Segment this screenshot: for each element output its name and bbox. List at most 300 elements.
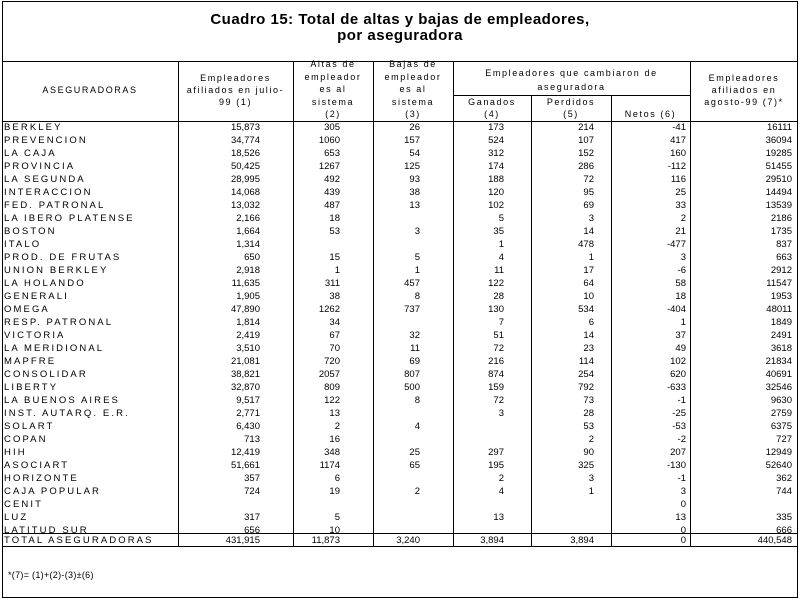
table-row: [2, 381, 798, 394]
cell-insurer-name: ITALO: [4, 239, 42, 250]
cell-altas: 70: [329, 343, 340, 354]
cell-bajas: 2: [414, 486, 420, 497]
cell-netos: 620: [670, 369, 686, 380]
cell-insurer-name: LIBERTY: [4, 382, 59, 393]
header-col2-line: (2): [325, 109, 341, 119]
cell-afiliados-agosto: 32546: [765, 382, 792, 393]
cell-netos: 0: [680, 499, 686, 510]
cell-afiliados-agosto: 335: [776, 512, 792, 523]
cell-perdidos: 69: [583, 200, 594, 211]
cell-afiliados-agosto: 744: [776, 486, 792, 497]
cell-afiliados-julio: 1,905: [236, 291, 260, 302]
table-row: [2, 316, 798, 329]
header-col1-line: Empleadores: [200, 73, 271, 83]
header-col7-line: agosto-99 (7)*: [704, 97, 784, 107]
header-col7: [690, 72, 798, 108]
cell-ganados: 159: [488, 382, 504, 393]
table-row: [2, 485, 798, 498]
title-line-1: Cuadro 15: Total de altas y bajas de empleadores,: [210, 11, 590, 28]
header-col3-line: Bajas de: [389, 59, 437, 69]
cell-perdidos: 534: [578, 304, 594, 315]
table-row: [2, 173, 798, 186]
cell-perdidos: 107: [578, 135, 594, 146]
table-row: [2, 199, 798, 212]
header-col2-line: Altas de: [310, 59, 356, 69]
cell-bajas: 8: [414, 291, 420, 302]
header-col3-line: empleador: [384, 71, 442, 82]
cell-afiliados-julio: 32,870: [230, 382, 260, 393]
cell-afiliados-agosto: 2759: [770, 408, 792, 419]
cell-netos: -1: [677, 395, 686, 406]
cell-perdidos: 10: [583, 291, 594, 302]
cell-altas: 38: [329, 291, 340, 302]
cell-insurer-name: LA CAJA: [4, 148, 57, 159]
cell-altas: 5: [334, 512, 340, 523]
cell-netos: 2: [680, 213, 686, 224]
cell-ganados: 188: [488, 174, 504, 185]
cell-ganados: 216: [488, 356, 504, 367]
table-row: [2, 121, 798, 134]
cell-insurer-name: HIH: [4, 447, 27, 458]
cell-bajas: 1: [414, 265, 420, 276]
cell-perdidos: 325: [578, 460, 594, 471]
cell-perdidos: 6: [588, 317, 594, 328]
cell-altas: 122: [324, 395, 340, 406]
cell-perdidos: 478: [578, 239, 594, 250]
cell-afiliados-julio: 13,032: [230, 200, 260, 211]
cell-ganados: 51: [493, 330, 504, 341]
cell-altas: 53: [329, 226, 340, 237]
cell-perdidos: 72: [583, 174, 594, 185]
cell-bajas: 65: [409, 460, 420, 471]
header-col1-line: 99 (1): [218, 97, 253, 107]
cell-insurer-name: CAJA POPULAR: [4, 486, 102, 497]
cell-netos: -112: [667, 161, 686, 172]
cell-bajas: 457: [404, 278, 420, 289]
cell-insurer-name: PROD. DE FRUTAS: [4, 252, 122, 263]
total-perdidos: 3,894: [570, 535, 594, 546]
cell-perdidos: 53: [583, 421, 594, 432]
header-group-line: Empleadores que cambiaron de: [485, 68, 658, 78]
cell-perdidos: 1: [588, 252, 594, 263]
cell-bajas: 807: [404, 369, 420, 380]
cell-insurer-name: BERKLEY: [4, 122, 63, 133]
cell-altas: 18: [329, 213, 340, 224]
total-netos: 0: [680, 535, 686, 546]
header-group: [453, 66, 690, 94]
table-row: [2, 212, 798, 225]
cell-afiliados-julio: 11,635: [231, 278, 260, 289]
cell-altas: 720: [324, 356, 340, 367]
header-perdidos: [531, 96, 611, 120]
cell-afiliados-agosto: 40691: [765, 369, 792, 380]
cell-afiliados-agosto: 16111: [766, 122, 792, 133]
cell-ganados: 130: [488, 304, 504, 315]
cell-bajas: 54: [409, 148, 420, 159]
table-row: [2, 459, 798, 472]
cell-insurer-name: CONSOLIDAR: [4, 369, 88, 380]
cell-afiliados-julio: 650: [244, 252, 260, 263]
cell-insurer-name: ASOCIART: [4, 460, 70, 471]
total-altas: 11,873: [311, 535, 340, 546]
cell-netos: -130: [666, 460, 686, 471]
cell-afiliados-agosto: 1735: [770, 226, 792, 237]
cell-afiliados-julio: 15,873: [230, 122, 260, 133]
cell-bajas: 5: [414, 252, 420, 263]
cell-afiliados-julio: 656: [244, 525, 260, 536]
cell-netos: -477: [666, 239, 686, 250]
cell-ganados: 174: [488, 161, 504, 172]
cell-afiliados-julio: 51,661: [230, 460, 260, 471]
cell-netos: 49: [675, 343, 686, 354]
cell-ganados: 11: [494, 265, 504, 276]
header-col3-line: es al: [399, 84, 427, 94]
cell-altas: 1060: [318, 135, 340, 146]
cell-bajas: 93: [409, 174, 420, 185]
cell-afiliados-agosto: 837: [776, 239, 792, 250]
cell-afiliados-julio: 2,771: [236, 408, 260, 419]
cell-afiliados-agosto: 19285: [765, 148, 792, 159]
header-perdidos-line: Perdidos: [546, 97, 596, 107]
cell-altas: 2: [334, 421, 340, 432]
cell-bajas: 38: [409, 187, 420, 198]
cell-netos: 13: [675, 512, 686, 523]
cell-bajas: 737: [404, 304, 420, 315]
cell-altas: 1174: [319, 460, 340, 471]
cell-ganados: 5: [498, 213, 504, 224]
cell-netos: -2: [677, 434, 686, 445]
table-row: [2, 355, 798, 368]
cell-altas: 809: [324, 382, 340, 393]
cell-afiliados-agosto: 3618: [770, 343, 792, 354]
table-row: [2, 277, 798, 290]
cell-ganados: 195: [488, 460, 504, 471]
header-col2: [293, 58, 373, 121]
cell-perdidos: 286: [578, 161, 594, 172]
cell-ganados: 120: [488, 187, 504, 198]
cell-afiliados-agosto: 52640: [765, 460, 792, 471]
cell-afiliados-julio: 3,510: [236, 343, 260, 354]
cell-ganados: 4: [498, 486, 504, 497]
total-ganados: 3,894: [480, 535, 504, 546]
table-row: [2, 446, 798, 459]
cell-insurer-name: LA SEGUNDA: [4, 174, 86, 185]
table-row: [2, 238, 798, 251]
header-col2-line: es al: [319, 84, 347, 94]
cell-insurer-name: COPAN: [4, 434, 48, 445]
header-perdidos-line: (5): [563, 109, 579, 119]
cell-perdidos: 114: [578, 356, 594, 367]
cell-netos: 21: [675, 226, 686, 237]
cell-afiliados-julio: 2,166: [236, 213, 260, 224]
cell-afiliados-agosto: 1849: [770, 317, 792, 328]
cell-netos: 33: [675, 200, 686, 211]
cell-netos: -25: [672, 408, 686, 419]
cell-netos: 3: [680, 486, 686, 497]
cell-bajas: 13: [409, 200, 420, 211]
table-row: [2, 264, 798, 277]
cell-perdidos: 95: [583, 187, 594, 198]
header-ganados-line: (4): [484, 109, 500, 119]
cell-netos: 1: [680, 317, 686, 328]
cell-bajas: 500: [404, 382, 420, 393]
cell-bajas: 26: [409, 122, 420, 133]
header-ganados: [453, 96, 531, 120]
cell-insurer-name: VICTORIA: [4, 330, 66, 341]
cell-altas: 2057: [318, 369, 340, 380]
cell-insurer-name: HORIZONTE: [4, 473, 79, 484]
cell-altas: 16: [329, 434, 340, 445]
cell-perdidos: 792: [578, 382, 594, 393]
cell-insurer-name: LUZ: [4, 512, 29, 523]
cell-netos: -633: [666, 382, 686, 393]
table-row: [2, 420, 798, 433]
cell-ganados: 72: [493, 343, 504, 354]
cell-afiliados-julio: 1,814: [236, 317, 260, 328]
table-row: [2, 511, 798, 524]
cell-netos: 18: [675, 291, 686, 302]
footnote: *(7)= (1)+(2)-(3)±(6): [8, 570, 94, 580]
table-row: [2, 472, 798, 485]
cell-afiliados-julio: 317: [244, 512, 260, 523]
cell-bajas: 4: [414, 421, 420, 432]
cell-afiliados-julio: 1,664: [236, 226, 260, 237]
cell-afiliados-agosto: 2912: [770, 265, 792, 276]
header-col7-line: Empleadores: [708, 73, 780, 83]
cell-afiliados-agosto: 362: [776, 473, 792, 484]
cell-afiliados-julio: 6,430: [236, 421, 260, 432]
cell-insurer-name: BOSTON: [4, 226, 57, 237]
table-row: [2, 134, 798, 147]
cell-insurer-name: INTERACCION: [4, 187, 93, 198]
cell-ganados: 3: [498, 408, 504, 419]
cell-netos: -404: [666, 304, 686, 315]
cell-perdidos: 2: [588, 434, 594, 445]
total-insurer-name: TOTAL ASEGURADORAS: [4, 535, 154, 546]
cell-ganados: 35: [493, 226, 504, 237]
cell-altas: 19: [329, 486, 340, 497]
cell-afiliados-agosto: 48011: [766, 304, 792, 315]
cell-perdidos: 1: [588, 486, 594, 497]
cell-afiliados-julio: 724: [244, 486, 260, 497]
title-line-2: por aseguradora: [337, 27, 463, 44]
table-row: [2, 290, 798, 303]
table-row: [2, 329, 798, 342]
table-row: [2, 225, 798, 238]
cell-perdidos: 28: [583, 408, 594, 419]
cell-afiliados-julio: 14,068: [230, 187, 260, 198]
cell-afiliados-agosto: 13539: [765, 200, 792, 211]
cell-insurer-name: CENIT: [4, 499, 43, 510]
header-col7-line: afiliados en: [711, 85, 777, 95]
cell-insurer-name: LA HOLANDO: [4, 278, 86, 289]
cell-altas: 487: [324, 200, 340, 211]
cell-ganados: 297: [488, 447, 504, 458]
cell-netos: 116: [670, 174, 686, 185]
table-row: [2, 251, 798, 264]
header-col2-line: empleador: [304, 71, 362, 82]
cell-altas: 348: [324, 447, 340, 458]
cell-netos: 207: [670, 447, 686, 458]
cell-altas: 492: [324, 174, 340, 185]
cell-afiliados-julio: 28,995: [230, 174, 260, 185]
cell-insurer-name: GENERALI: [4, 291, 69, 302]
cell-perdidos: 23: [583, 343, 594, 354]
cell-ganados: 1: [498, 239, 504, 250]
cell-afiliados-julio: 1,314: [236, 239, 260, 250]
header-col2-line: sistema: [311, 96, 355, 107]
cell-insurer-name: LA BUENOS AIRES: [4, 395, 120, 406]
cell-netos: -53: [672, 421, 686, 432]
table-row: [2, 368, 798, 381]
cell-afiliados-julio: 357: [244, 473, 260, 484]
header-aseguradoras: ASEGURADORAS: [42, 85, 138, 95]
header-col3: [373, 58, 453, 121]
cell-ganados: 524: [488, 135, 504, 146]
cell-altas: 6: [334, 473, 340, 484]
header-group-line: aseguradora: [537, 82, 606, 92]
cell-perdidos: 14: [583, 226, 594, 237]
cell-insurer-name: OMEGA: [4, 304, 50, 315]
cell-perdidos: 3: [588, 213, 594, 224]
header-ganados-line: Ganados: [468, 97, 516, 107]
cell-altas: 653: [324, 148, 340, 159]
cell-insurer-name: LA IBERO PLATENSE: [4, 213, 135, 224]
cell-afiliados-agosto: 727: [776, 434, 792, 445]
table-row: [2, 342, 798, 355]
total-afiliados-julio: 431,915: [225, 535, 260, 546]
cell-altas: 15: [329, 252, 340, 263]
cell-afiliados-agosto: 14494: [765, 187, 792, 198]
cell-netos: 417: [670, 135, 686, 146]
cell-insurer-name: UNION BERKLEY: [4, 265, 109, 276]
cell-netos: 160: [670, 148, 686, 159]
cell-altas: 1267: [318, 161, 340, 172]
cell-ganados: 13: [493, 512, 504, 523]
cell-altas: 10: [329, 525, 340, 536]
cell-perdidos: 254: [578, 369, 594, 380]
table-row: [2, 407, 798, 420]
cell-bajas: 25: [409, 447, 420, 458]
cell-ganados: 122: [488, 278, 504, 289]
cell-altas: 311: [324, 278, 340, 289]
cell-ganados: 7: [498, 317, 504, 328]
cell-bajas: 125: [404, 161, 420, 172]
cell-perdidos: 64: [583, 278, 594, 289]
total-bajas: 3,240: [396, 535, 420, 546]
cell-perdidos: 3: [588, 473, 594, 484]
table-row: [2, 147, 798, 160]
cell-bajas: 157: [404, 135, 420, 146]
cell-afiliados-agosto: 51455: [765, 161, 792, 172]
cell-afiliados-julio: 2,918: [236, 265, 260, 276]
cell-netos: -6: [677, 265, 686, 276]
cell-perdidos: 152: [578, 148, 594, 159]
cell-netos: -1: [677, 473, 686, 484]
cell-afiliados-agosto: 9630: [770, 395, 792, 406]
cell-altas: 1: [334, 265, 340, 276]
table-row: [2, 186, 798, 199]
cell-afiliados-agosto: 2491: [770, 330, 792, 341]
cell-netos: 58: [675, 278, 686, 289]
cell-afiliados-agosto: 6375: [770, 421, 792, 432]
cell-altas: 305: [324, 122, 340, 133]
cell-insurer-name: LA MERIDIONAL: [4, 343, 105, 354]
cell-altas: 1262: [318, 304, 340, 315]
total-row: [2, 534, 798, 547]
total-afiliados-agosto: 440,548: [757, 535, 792, 546]
cell-ganados: 312: [488, 148, 504, 159]
cell-insurer-name: FED. PATRONAL: [4, 200, 106, 211]
table-row: [2, 394, 798, 407]
table-row: [2, 498, 798, 511]
cell-afiliados-agosto: 36094: [765, 135, 792, 146]
cell-afiliados-agosto: 666: [776, 525, 792, 536]
cell-insurer-name: RESP. PATRONAL: [4, 317, 114, 328]
cell-altas: 439: [324, 187, 340, 198]
cell-bajas: 69: [409, 356, 420, 367]
cell-afiliados-julio: 21,081: [230, 356, 260, 367]
cell-insurer-name: SOLART: [4, 421, 55, 432]
cell-afiliados-julio: 2,419: [236, 330, 260, 341]
cell-netos: -41: [672, 122, 686, 133]
page-title: [0, 12, 800, 44]
header-col3-line: sistema: [391, 96, 435, 107]
cell-insurer-name: MAPFRE: [4, 356, 57, 367]
cell-perdidos: 90: [583, 447, 594, 458]
cell-ganados: 173: [488, 122, 504, 133]
cell-afiliados-agosto: 1953: [770, 291, 792, 302]
cell-netos: 3: [680, 252, 686, 263]
cell-afiliados-julio: 50,425: [230, 161, 260, 172]
cell-ganados: 874: [488, 369, 504, 380]
cell-afiliados-julio: 12,419: [230, 447, 260, 458]
table-row: [2, 433, 798, 446]
cell-ganados: 102: [488, 200, 504, 211]
cell-afiliados-agosto: 12949: [765, 447, 792, 458]
cell-perdidos: 14: [583, 330, 594, 341]
cell-afiliados-julio: 9,517: [236, 395, 260, 406]
cell-afiliados-julio: 38,821: [230, 369, 260, 380]
cell-bajas: 11: [410, 343, 420, 354]
cell-perdidos: 17: [583, 265, 594, 276]
header-col3-line: (3): [405, 109, 421, 119]
cell-altas: 67: [329, 330, 340, 341]
cell-afiliados-julio: 18,526: [230, 148, 260, 159]
table-row: [2, 303, 798, 316]
cell-altas: 13: [329, 408, 340, 419]
cell-ganados: 4: [498, 252, 504, 263]
cell-afiliados-agosto: 11547: [766, 278, 792, 289]
cell-netos: 0: [680, 525, 686, 536]
header-col1-line: afiliados en julio-: [186, 85, 285, 95]
cell-afiliados-agosto: 2186: [770, 213, 792, 224]
table-row: [2, 160, 798, 173]
cell-afiliados-agosto: 663: [776, 252, 792, 263]
cell-netos: 102: [670, 356, 686, 367]
cell-ganados: 2: [498, 473, 504, 484]
header-col1: [178, 72, 293, 108]
cell-afiliados-julio: 47,890: [230, 304, 260, 315]
cell-netos: 37: [675, 330, 686, 341]
cell-ganados: 72: [493, 395, 504, 406]
cell-perdidos: 214: [578, 122, 594, 133]
cell-altas: 34: [329, 317, 340, 328]
cell-bajas: 8: [414, 395, 420, 406]
cell-afiliados-agosto: 21834: [765, 356, 792, 367]
cell-insurer-name: PREVENCION: [4, 135, 88, 146]
header-netos: Netos (6): [624, 109, 677, 119]
